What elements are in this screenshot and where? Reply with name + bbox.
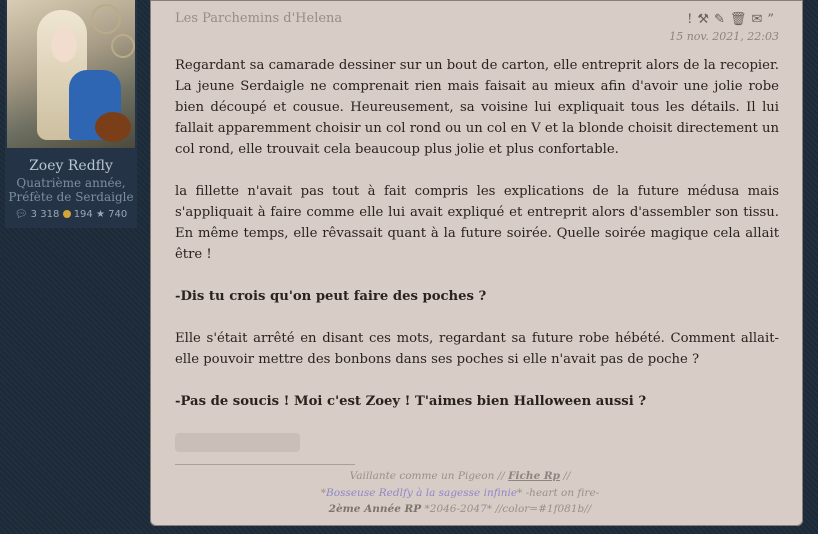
dialog-line: -Pas de soucis ! Moi c'est Zoey ! T'aimes bien Halloween aussi ? [175, 394, 647, 409]
dialog-line: -Dis tu crois qu'on peut faire des poches ? [175, 289, 487, 304]
points-count: 740 [108, 209, 128, 220]
coin-icon [63, 210, 71, 218]
post-topic-title[interactable]: Les Parchemins d'Helena [175, 11, 343, 26]
user-rank-line: Préfète de Serdaigle [8, 190, 134, 204]
signature-text: Vaillante comme un Pigeon // [349, 470, 509, 482]
forum-post [150, 0, 803, 526]
signature-line-1 [310, 470, 610, 482]
signature-text: * [320, 487, 327, 499]
gold-count: 194 [73, 209, 93, 220]
signature-highlight: Bosseuse Redlfy à la sagesse infinie [326, 487, 518, 499]
user-rank [5, 176, 137, 204]
user-profile-sidebar [5, 0, 137, 228]
avatar[interactable] [7, 0, 135, 148]
signature-banner [175, 433, 300, 452]
avatar-ball [95, 112, 131, 142]
post-date: 15 nov. 2021, 22:03 [669, 30, 779, 43]
quote-icon[interactable]: ” [767, 12, 779, 27]
post-paragraph: la fillette n'avait pas tout à fait compris les explications de la future médusa mais s'appliquait à faire comme elle lui avait expliqué et entreprit alors d'assembler son tissu. En même temps, elle rêvassait quant à la future soirée. Quelle soirée magique cela allait être ! [175, 184, 779, 262]
avatar-hoop [111, 34, 135, 58]
signature-text: // [559, 470, 571, 482]
signature-text: *2046-2047* //color=#1f081b// [421, 503, 592, 515]
username[interactable]: Zoey Redfly [29, 158, 113, 174]
report-icon[interactable]: ! [687, 12, 698, 27]
signature-line-3 [310, 503, 610, 515]
avatar-face [51, 28, 77, 62]
post-toolbar [687, 12, 779, 27]
speech-bubble-icon: 💬︎ [14, 209, 28, 220]
email-icon[interactable]: ✉ [751, 12, 768, 27]
signature-text: * -heart on fire- [517, 487, 600, 499]
user-rank-line: Quatrième année, [16, 176, 126, 190]
fiche-rp-link[interactable]: Fiche Rp [508, 470, 560, 482]
signature-year: 2ème Année RP [328, 503, 422, 515]
post-paragraph: Elle s'était arrêté en disant ces mots, regardant sa future robe hébété. Comment allait-elle pouvoir mettre des bonbons dans ses poches si elle n'avait pas de poche ? [175, 331, 779, 367]
message-count: 3 318 [30, 209, 60, 220]
post-body [175, 55, 779, 433]
post-paragraph: Regardant sa camarade dessiner sur un bout de carton, elle entreprit alors de la recopier. La jeune Serdaigle ne comprenait rien mais faisait au mieux afin d'avoir une jolie robe bien découpé et cousue. Heureusement, sa voisine lui expliquait tous les détails. Il lui fallait apparemment choisir un col rond ou un col en V et la blonde choisit directement un col rond, elle trouvait cela beaucoup plus jolie et plus confortable. [175, 58, 779, 157]
edit-icon[interactable]: ✎ [714, 12, 730, 27]
delete-icon[interactable]: 🗑︎ [729, 12, 752, 27]
signature-divider [175, 464, 355, 465]
signature-line-2 [310, 487, 610, 499]
user-stats [5, 209, 137, 220]
star-icon: ★ [95, 209, 105, 220]
avatar-hoop [91, 4, 121, 34]
moderate-icon[interactable]: ⚒ [697, 12, 715, 27]
